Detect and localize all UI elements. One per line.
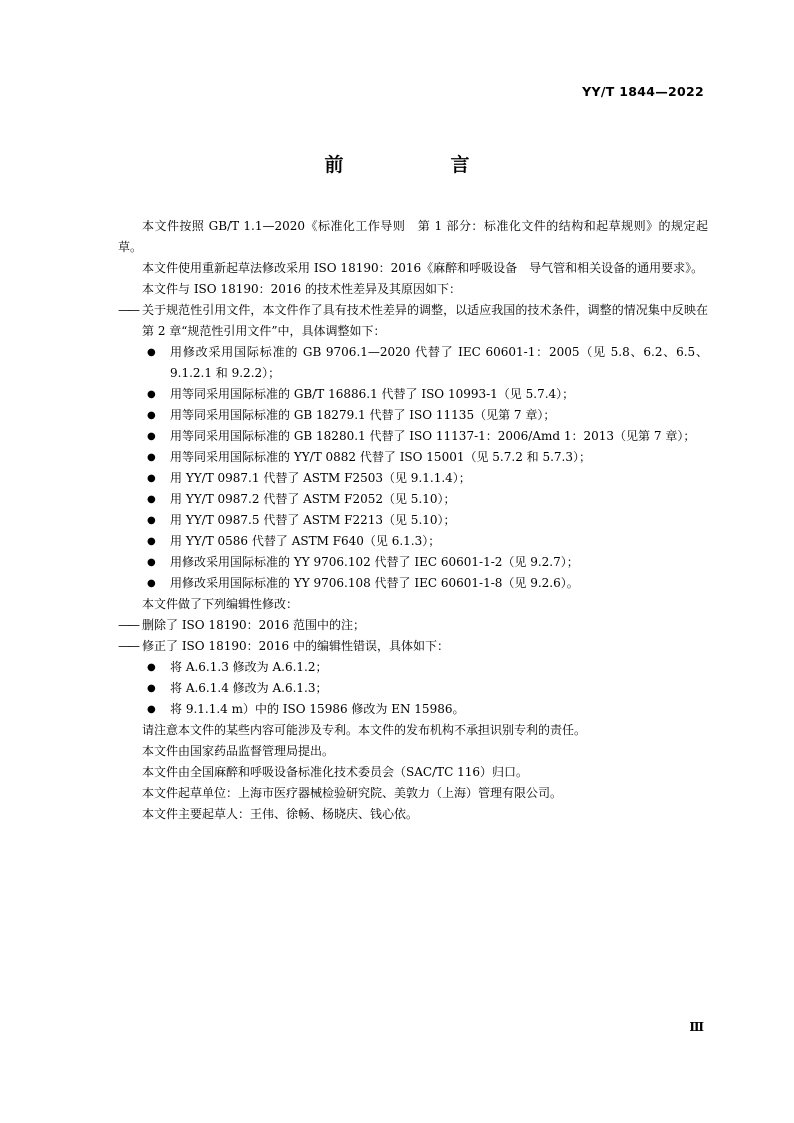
bullet-icon: ●	[147, 431, 156, 442]
tech-diff-text: 关于规范性引用文件，本文件作了具有技术性差异的调整，以适应我国的技术条件，调整的情况集中反映在第 2 章“规范性引用文件”中，具体调整如下：	[142, 303, 708, 338]
dash-marker: ——	[118, 639, 138, 653]
list-item: ● 用修改采用国际标准的 GB 9706.1—2020 代替了 IEC 60601-1：2005（见 5.8、6.2、6.5、9.1.2.1 和 9.2.2）；	[118, 342, 708, 384]
list-item: ● 将 A.6.1.3 修改为 A.6.1.2；	[118, 657, 708, 678]
page-number: Ⅲ	[689, 1020, 704, 1034]
list-item: ● 用等同采用国际标准的 YY/T 0882 代替了 ISO 15001（见 5.7.2 和 5.7.3）；	[118, 447, 708, 468]
list-item: ● 用 YY/T 0987.2 代替了 ASTM F2052（见 5.10）；	[118, 489, 708, 510]
bullet-icon: ●	[147, 515, 156, 526]
editorial-item: —— 修正了 ISO 18190：2016 中的编辑性错误，具体如下：	[118, 636, 708, 657]
bullet-icon: ●	[147, 473, 156, 484]
dash-marker: ——	[118, 618, 138, 632]
list-item: ● 用等同采用国际标准的 GB 18280.1 代替了 ISO 11137-1：2006/Amd 1：2013（见第 7 章）；	[118, 426, 708, 447]
bullet-icon: ●	[147, 557, 156, 568]
paragraph-drafters: 本文件主要起草人：王伟、徐畅、杨晓庆、钱心依。	[142, 807, 419, 821]
paragraph-proposer: 本文件由国家药品监督管理局提出。	[142, 744, 335, 758]
bullet-icon: ●	[147, 578, 156, 589]
bullet-icon: ●	[147, 410, 156, 421]
editorial-item: —— 删除了 ISO 18190：2016 范围中的注；	[118, 615, 708, 636]
list-item: ● 将 9.1.1.4 m）中的 ISO 15986 修改为 EN 15986。	[118, 699, 708, 720]
list-item: ● 用等同采用国际标准的 GB 18279.1 代替了 ISO 11135（见第 7 章）；	[118, 405, 708, 426]
bullet-icon: ●	[147, 494, 156, 505]
list-item: ● 用 YY/T 0987.5 代替了 ASTM F2213（见 5.10）；	[118, 510, 708, 531]
list-item: ● 用 YY/T 0987.1 代替了 ASTM F2503（见 9.1.1.4）；	[118, 468, 708, 489]
bullet-icon: ●	[147, 704, 156, 715]
list-item: ● 将 A.6.1.4 修改为 A.6.1.3；	[118, 678, 708, 699]
bullet-icon: ●	[147, 347, 156, 358]
dash-marker: ——	[118, 303, 138, 317]
bullet-icon: ●	[147, 452, 156, 463]
standard-code: YY/T 1844—2022	[582, 84, 704, 99]
page-title: 前 言	[324, 154, 514, 176]
bullet-icon: ●	[147, 389, 156, 400]
list-item: ● 用修改采用国际标准的 YY 9706.102 代替了 IEC 60601-1-2（见 9.2.7）；	[118, 552, 708, 573]
paragraph-patent-notice: 请注意本文件的某些内容可能涉及专利。本文件的发布机构不承担识别专利的责任。	[142, 723, 587, 737]
paragraph-adoption: 本文件使用重新起草法修改采用 ISO 18190：2016《麻醉和呼吸设备 导气管和相关设备的通用要求》。	[142, 261, 704, 275]
bullet-icon: ●	[147, 536, 156, 547]
list-item: ● 用等同采用国际标准的 GB/T 16886.1 代替了 ISO 10993-1（见 5.7.4）；	[118, 384, 708, 405]
editorial-bullet-list	[118, 657, 708, 720]
list-item: ● 用 YY/T 0586 代替了 ASTM F640（见 6.1.3）；	[118, 531, 708, 552]
paragraph-editorial-intro: 本文件做了下列编辑性修改：	[142, 597, 299, 611]
bullet-icon: ●	[147, 662, 156, 673]
tech-diff-bullet-list	[118, 342, 708, 594]
paragraph-drafting-units: 本文件起草单位：上海市医疗器械检验研究院、美敦力（上海）管理有限公司。	[142, 786, 563, 800]
paragraph-tech-diff-intro: 本文件与 ISO 18190：2016 的技术性差异及其原因如下：	[142, 282, 461, 296]
tech-diff-item	[118, 300, 708, 342]
list-item: ● 用修改采用国际标准的 YY 9706.108 代替了 IEC 60601-1-8（见 9.2.6）。	[118, 573, 708, 594]
paragraph-drafting-rule: 本文件按照 GB/T 1.1—2020《标准化工作导则 第 1 部分：标准化文件的结构和起草规则》的规定起草。	[118, 219, 708, 254]
foreword-body	[118, 216, 708, 825]
bullet-icon: ●	[147, 683, 156, 694]
paragraph-committee: 本文件由全国麻醉和呼吸设备标准化技术委员会（SAC/TC 116）归口。	[142, 765, 529, 779]
